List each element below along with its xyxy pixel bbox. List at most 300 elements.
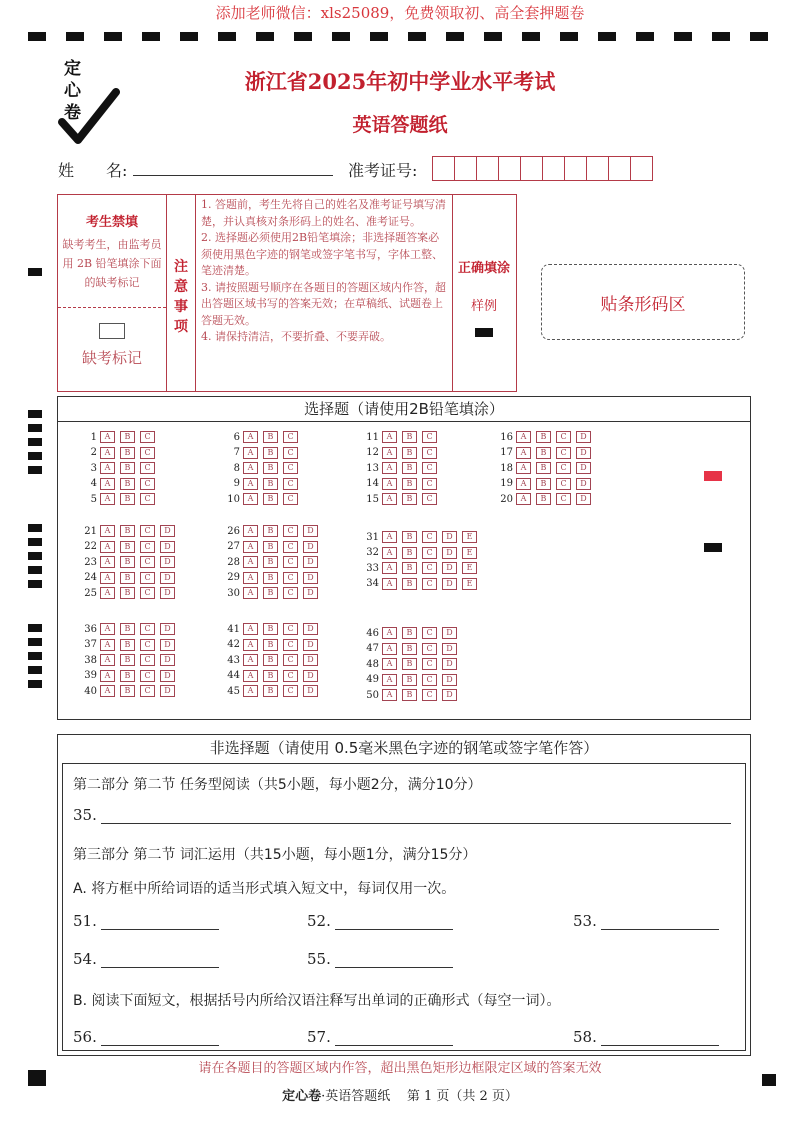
answer-bubble[interactable]: B (402, 627, 417, 639)
answer-bubble[interactable]: A (243, 639, 258, 651)
answer-bubble[interactable]: C (283, 447, 298, 459)
answer-bubble[interactable]: B (263, 572, 278, 584)
answer-bubble[interactable]: A (382, 578, 397, 590)
question-row (362, 478, 442, 490)
question-row (80, 572, 180, 584)
answer-bubble[interactable]: B (120, 431, 135, 443)
question-row (496, 478, 596, 490)
question-row (223, 478, 303, 490)
answer-bubble[interactable]: B (402, 674, 417, 686)
answer-bubble[interactable]: C (140, 478, 155, 490)
answer-bubble[interactable]: A (100, 478, 115, 490)
answer-bubble[interactable]: B (402, 462, 417, 474)
answer-bubble[interactable]: D (442, 578, 457, 590)
answer-bubble[interactable]: B (402, 478, 417, 490)
answer-bubble[interactable]: B (263, 623, 278, 635)
answer-bubble[interactable]: C (283, 462, 298, 474)
question-row (362, 462, 442, 474)
answer-bubble[interactable]: C (422, 431, 437, 443)
answer-bubble[interactable]: C (140, 541, 155, 553)
answer-bubble[interactable]: C (140, 447, 155, 459)
answer-bubble[interactable]: D (576, 462, 591, 474)
corner-mark-bl (28, 1070, 46, 1086)
question-row (80, 670, 180, 682)
answer-bubble[interactable]: A (100, 556, 115, 568)
question-row (223, 447, 303, 459)
answer-bubble[interactable]: B (120, 685, 135, 697)
question-number: 31 (366, 531, 379, 543)
question-row (223, 541, 323, 553)
id-box[interactable] (454, 156, 477, 181)
q35-label: 35. (73, 806, 97, 824)
answer-bubble[interactable]: D (160, 556, 175, 568)
answer-bubble[interactable]: A (516, 478, 531, 490)
answer-bubble[interactable]: A (243, 447, 258, 459)
answer-bubble[interactable]: A (100, 654, 115, 666)
answer-bubble[interactable]: A (382, 447, 397, 459)
id-box[interactable] (630, 156, 653, 181)
id-box[interactable] (542, 156, 565, 181)
answer-bubble[interactable]: B (120, 493, 135, 505)
answer-bubble[interactable]: D (442, 531, 457, 543)
answer-bubble[interactable]: B (120, 525, 135, 537)
question-number: 41 (227, 623, 240, 635)
answer-bubble[interactable]: A (100, 447, 115, 459)
answer-bubble[interactable]: B (402, 447, 417, 459)
question-number: 9 (233, 478, 240, 489)
question-row (223, 623, 323, 635)
answer-bubble[interactable]: B (402, 562, 417, 574)
answer-bubble[interactable]: A (100, 462, 115, 474)
answer-bubble[interactable]: D (442, 689, 457, 701)
answer-58[interactable] (573, 1028, 719, 1046)
answer-bubble[interactable]: C (283, 623, 298, 635)
answer-bubble[interactable]: B (402, 493, 417, 505)
question-row (362, 689, 462, 701)
name-input-line[interactable] (133, 175, 333, 176)
answer-bubble[interactable]: A (243, 556, 258, 568)
answer-52[interactable] (307, 912, 453, 930)
answer-bubble[interactable]: C (140, 572, 155, 584)
question-number: 23 (84, 556, 97, 568)
answer-bubble[interactable]: E (462, 562, 477, 574)
notice-item: 1. 答题前，考生先将自己的姓名及准考证号填写清楚，并认真核对条形码上的姓名、准考证号。 (201, 198, 446, 228)
answer-bubble[interactable]: B (120, 639, 135, 651)
answer-bubble[interactable]: A (382, 643, 397, 655)
answer-55[interactable] (307, 950, 453, 968)
answer-bubble[interactable]: A (243, 525, 258, 537)
answer-bubble[interactable]: C (422, 658, 437, 670)
question-number: 13 (366, 462, 379, 474)
answer-bubble[interactable]: B (263, 639, 278, 651)
answer-bubble[interactable]: B (402, 578, 417, 590)
answer-bubble[interactable]: B (402, 643, 417, 655)
answer-bubble[interactable]: B (263, 478, 278, 490)
question-number: 18 (500, 462, 513, 474)
answer-bubble[interactable]: B (263, 670, 278, 682)
answer-bubble[interactable]: A (243, 572, 258, 584)
answer-bubble[interactable]: D (303, 639, 318, 651)
answer-bubble[interactable]: A (100, 525, 115, 537)
question-number: 39 (84, 670, 97, 681)
answer-bubble[interactable]: B (402, 431, 417, 443)
answer-bubble[interactable]: B (536, 493, 551, 505)
question-number: 22 (84, 541, 97, 552)
page-subtitle: 英语答题纸 (352, 114, 448, 136)
answer-bubble[interactable]: D (576, 431, 591, 443)
answer-bubble[interactable]: C (556, 462, 571, 474)
answer-bubble[interactable]: B (263, 493, 278, 505)
q57-label: 57. (307, 1028, 331, 1046)
answer-bubble[interactable]: C (283, 639, 298, 651)
answer-bubble[interactable]: B (263, 462, 278, 474)
answer-bubble[interactable]: D (303, 525, 318, 537)
answer-bubble[interactable]: B (536, 462, 551, 474)
answer-bubble[interactable]: C (140, 623, 155, 635)
answer-bubble[interactable]: B (120, 478, 135, 490)
question-number: 4 (90, 478, 97, 489)
answer-bubble[interactable]: A (382, 493, 397, 505)
answer-bubble[interactable]: D (442, 658, 457, 670)
answer-51[interactable] (73, 912, 219, 930)
question-row (80, 654, 180, 666)
answer-bubble[interactable]: B (536, 431, 551, 443)
id-box[interactable] (498, 156, 521, 181)
answer-bubble[interactable]: B (120, 654, 135, 666)
question-number: 14 (366, 478, 379, 489)
id-box[interactable] (608, 156, 631, 181)
answer-bubble[interactable]: C (283, 431, 298, 443)
answer-bubble[interactable]: A (243, 654, 258, 666)
answer-bubble[interactable]: A (100, 623, 115, 635)
answer-bubble[interactable]: C (283, 493, 298, 505)
question-number: 49 (366, 674, 379, 685)
answer-bubble[interactable]: C (140, 556, 155, 568)
answer-bubble[interactable]: D (303, 556, 318, 568)
nonchoice-section (57, 734, 751, 1056)
answer-bubble[interactable]: C (556, 447, 571, 459)
answer-bubble[interactable]: A (382, 478, 397, 490)
question-number: 29 (227, 572, 240, 583)
answer-bubble[interactable]: A (382, 674, 397, 686)
answer-53[interactable] (573, 912, 719, 930)
absent-mark-box[interactable] (99, 323, 125, 339)
answer-bubble[interactable]: C (283, 654, 298, 666)
q53-label: 53. (573, 912, 597, 930)
answer-bubble[interactable]: A (243, 670, 258, 682)
question-row (362, 627, 462, 639)
answer-bubble[interactable]: C (140, 493, 155, 505)
answer-bubble[interactable]: C (140, 587, 155, 599)
answer-bubble[interactable]: B (120, 447, 135, 459)
question-number: 43 (227, 654, 240, 666)
question-number: 1 (90, 431, 97, 443)
answer-bubble[interactable]: A (516, 431, 531, 443)
answer-bubble[interactable]: B (263, 556, 278, 568)
question-number: 8 (233, 462, 240, 474)
answer-bubble[interactable]: A (100, 587, 115, 599)
answer-bubble[interactable]: D (160, 685, 175, 697)
notice-item: 2. 选择题必须使用2B铅笔填涂；非选择题答案必须使用黑色字迹的钢笔或签字笔书写，字体工整、笔迹清楚。 (201, 231, 443, 277)
answer-bubble[interactable]: C (283, 685, 298, 697)
answer-bubble[interactable]: D (442, 643, 457, 655)
answer-bubble[interactable]: B (120, 587, 135, 599)
answer-bubble[interactable]: A (100, 639, 115, 651)
answer-bubble[interactable]: C (556, 431, 571, 443)
answer-bubble[interactable]: C (283, 670, 298, 682)
answer-bubble[interactable]: C (140, 670, 155, 682)
answer-bubble[interactable]: E (462, 578, 477, 590)
answer-bubble[interactable]: B (120, 462, 135, 474)
answer-bubble[interactable]: B (120, 541, 135, 553)
choice-heading: 选择题（请使用2B铅笔填涂） (58, 397, 750, 422)
answer-bubble[interactable]: A (382, 531, 397, 543)
answer-bubble[interactable]: C (422, 643, 437, 655)
answer-bubble[interactable]: D (160, 654, 175, 666)
answer-bubble[interactable]: A (382, 627, 397, 639)
answer-bubble[interactable]: B (263, 654, 278, 666)
answer-35[interactable] (73, 806, 731, 824)
id-number-boxes[interactable] (432, 156, 652, 181)
answer-bubble[interactable]: A (382, 547, 397, 559)
answer-bubble[interactable]: C (140, 431, 155, 443)
answer-bubble[interactable]: C (140, 639, 155, 651)
question-row (223, 556, 323, 568)
answer-bubble[interactable]: C (422, 493, 437, 505)
notice-item: 4. 请保持清洁，不要折叠、不要弄破。 (201, 330, 391, 343)
section2-title: 第二部分 第二节 任务型阅读（共5小题，每小题2分，满分10分） (73, 777, 482, 793)
id-box[interactable] (476, 156, 499, 181)
answer-bubble[interactable]: B (263, 525, 278, 537)
question-row (80, 541, 180, 553)
answer-bubble[interactable]: A (100, 541, 115, 553)
question-number: 6 (233, 431, 240, 443)
part-a-instruction: A. 将方框中所给词语的适当形式填入短文中，每词仅用一次。 (73, 881, 456, 897)
answer-bubble[interactable]: B (263, 587, 278, 599)
answer-bubble[interactable]: D (160, 525, 175, 537)
answer-bubble[interactable]: A (100, 572, 115, 584)
answer-bubble[interactable]: C (422, 562, 437, 574)
question-row (223, 670, 323, 682)
answer-bubble[interactable]: D (442, 674, 457, 686)
answer-bubble[interactable]: A (243, 587, 258, 599)
answer-bubble[interactable]: A (382, 658, 397, 670)
answer-bubble[interactable]: D (303, 685, 318, 697)
answer-bubble[interactable]: B (402, 531, 417, 543)
answer-bubble[interactable]: A (516, 447, 531, 459)
q54-label: 54. (73, 950, 97, 968)
answer-bubble[interactable]: C (422, 627, 437, 639)
question-number: 30 (227, 587, 240, 599)
question-number: 33 (366, 562, 379, 574)
answer-bubble[interactable]: B (402, 689, 417, 701)
question-number: 3 (90, 462, 97, 474)
answer-bubble[interactable]: B (263, 685, 278, 697)
id-box[interactable] (520, 156, 543, 181)
answer-56[interactable] (73, 1028, 219, 1046)
answer-bubble[interactable]: D (160, 670, 175, 682)
footer (0, 1085, 800, 1104)
question-number: 42 (227, 639, 240, 650)
question-number: 45 (227, 685, 240, 697)
answer-bubble[interactable]: A (100, 685, 115, 697)
question-row (80, 447, 160, 459)
absent-desc: 缺考考生，由监考员用 2B 铅笔填涂下面的缺考标记 (62, 238, 162, 289)
answer-bubble[interactable]: B (536, 447, 551, 459)
answer-bubble[interactable]: A (382, 689, 397, 701)
answer-bubble[interactable]: A (243, 623, 258, 635)
answer-bubble[interactable]: C (283, 587, 298, 599)
question-number: 16 (500, 431, 513, 443)
id-box[interactable] (586, 156, 609, 181)
barcode-label: 贴条形码区 (600, 294, 686, 315)
answer-bubble[interactable]: C (556, 493, 571, 505)
id-box[interactable] (432, 156, 455, 181)
question-row (362, 578, 482, 590)
answer-bubble[interactable]: C (422, 674, 437, 686)
answer-bubble[interactable]: C (140, 654, 155, 666)
absent-mark-label: 缺考标记 (81, 349, 142, 367)
answer-bubble[interactable]: C (556, 478, 571, 490)
answer-bubble[interactable]: A (243, 493, 258, 505)
answer-bubble[interactable]: A (243, 541, 258, 553)
answer-bubble[interactable]: D (303, 541, 318, 553)
question-row (496, 462, 596, 474)
answer-bubble[interactable]: C (140, 462, 155, 474)
answer-bubble[interactable]: D (576, 478, 591, 490)
nonchoice-heading: 非选择题（请使用 0.5毫米黑色字迹的钢笔或签字笔作答） (209, 739, 599, 757)
question-row (223, 572, 323, 584)
answer-bubble[interactable]: B (120, 670, 135, 682)
answer-bubble[interactable]: E (462, 531, 477, 543)
question-row (223, 493, 303, 505)
question-number: 15 (366, 493, 379, 505)
answer-bubble[interactable]: D (303, 572, 318, 584)
answer-54[interactable] (73, 950, 219, 968)
answer-bubble[interactable]: B (536, 478, 551, 490)
answer-bubble[interactable]: C (422, 547, 437, 559)
choice-section (57, 396, 751, 720)
question-number: 34 (366, 578, 379, 589)
answer-bubble[interactable]: B (120, 572, 135, 584)
answer-bubble[interactable]: A (100, 431, 115, 443)
answer-bubble[interactable]: D (442, 562, 457, 574)
absent-title: 考生禁填 (85, 215, 138, 230)
answer-bubble[interactable]: C (283, 556, 298, 568)
logo: 定 心 卷 (58, 52, 118, 142)
question-number: 44 (227, 670, 240, 681)
question-number: 11 (366, 431, 379, 443)
answer-bubble[interactable]: A (516, 493, 531, 505)
question-row (223, 639, 323, 651)
answer-bubble[interactable]: D (576, 493, 591, 505)
question-number: 24 (84, 572, 97, 583)
question-number: 48 (366, 658, 379, 670)
question-row (362, 447, 442, 459)
answer-bubble[interactable]: C (422, 478, 437, 490)
question-row (80, 462, 160, 474)
question-row (223, 685, 323, 697)
footer-name: 英语答题纸 (325, 1089, 391, 1104)
question-row (223, 462, 303, 474)
answer-bubble[interactable]: C (422, 578, 437, 590)
answer-bubble[interactable]: A (243, 685, 258, 697)
answer-bubble[interactable]: A (382, 431, 397, 443)
question-number: 36 (84, 623, 97, 635)
q55-label: 55. (307, 950, 331, 968)
answer-bubble[interactable]: A (243, 462, 258, 474)
answer-bubble[interactable]: E (462, 547, 477, 559)
answer-bubble[interactable]: B (402, 547, 417, 559)
black-registration-mark (704, 543, 722, 552)
question-number: 7 (233, 447, 240, 458)
id-box[interactable] (564, 156, 587, 181)
answer-bubble[interactable]: D (442, 547, 457, 559)
question-row (80, 623, 180, 635)
answer-bubble[interactable]: B (120, 556, 135, 568)
answer-bubble[interactable]: B (402, 658, 417, 670)
answer-bubble[interactable]: B (263, 447, 278, 459)
answer-bubble[interactable]: D (442, 627, 457, 639)
question-number: 5 (90, 493, 97, 505)
question-row (80, 431, 160, 443)
answer-bubble[interactable]: D (160, 623, 175, 635)
answer-bubble[interactable]: A (382, 462, 397, 474)
question-row (362, 493, 442, 505)
answer-bubble[interactable]: B (263, 431, 278, 443)
answer-bubble[interactable]: A (382, 562, 397, 574)
question-row (80, 587, 180, 599)
answer-bubble[interactable]: D (160, 639, 175, 651)
answer-bubble[interactable]: C (422, 462, 437, 474)
page-title: 浙江省2025年初中学业水平考试 (244, 69, 556, 94)
answer-bubble[interactable]: D (160, 587, 175, 599)
answer-bubble[interactable]: D (303, 670, 318, 682)
answer-bubble[interactable]: A (100, 493, 115, 505)
question-row (80, 639, 180, 651)
answer-bubble[interactable]: C (422, 447, 437, 459)
question-number: 12 (366, 447, 379, 458)
question-row (362, 547, 482, 559)
answer-bubble[interactable]: C (140, 685, 155, 697)
answer-bubble[interactable]: B (120, 623, 135, 635)
question-number: 20 (500, 493, 513, 505)
name-field[interactable] (58, 158, 333, 181)
answer-57[interactable] (307, 1028, 453, 1046)
answer-bubble[interactable]: B (263, 541, 278, 553)
answer-bubble[interactable]: C (140, 525, 155, 537)
answer-bubble[interactable]: C (283, 541, 298, 553)
answer-bubble[interactable]: C (283, 572, 298, 584)
answer-bubble[interactable]: D (160, 572, 175, 584)
answer-bubble[interactable]: C (422, 689, 437, 701)
answer-bubble[interactable]: D (303, 587, 318, 599)
answer-bubble[interactable]: C (283, 525, 298, 537)
answer-bubble[interactable]: C (283, 478, 298, 490)
answer-bubble[interactable]: C (422, 531, 437, 543)
answer-bubble[interactable]: D (576, 447, 591, 459)
corner-mark-br (762, 1074, 776, 1086)
answer-bubble[interactable]: A (243, 431, 258, 443)
answer-bubble[interactable]: A (100, 670, 115, 682)
answer-bubble[interactable]: D (160, 541, 175, 553)
question-row (496, 447, 596, 459)
question-row (362, 431, 442, 443)
answer-bubble[interactable]: D (303, 654, 318, 666)
answer-bubble[interactable]: A (516, 462, 531, 474)
answer-bubble[interactable]: D (303, 623, 318, 635)
answer-bubble[interactable]: A (243, 478, 258, 490)
